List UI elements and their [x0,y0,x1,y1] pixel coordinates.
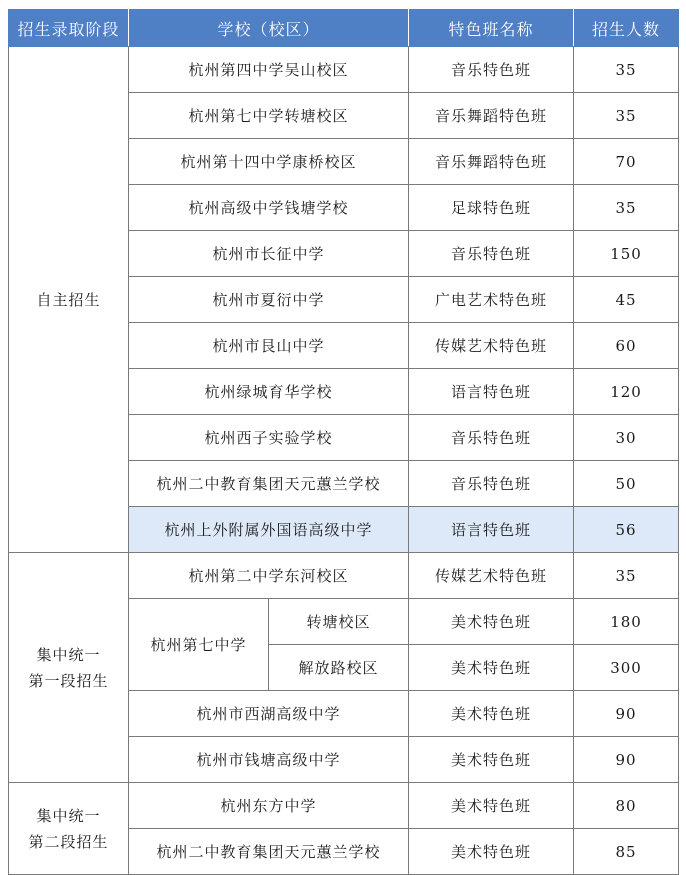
campus-cell: 转塘校区 [269,599,409,645]
school-cell: 杭州西子实验学校 [129,415,409,461]
school-cell: 杭州市钱塘高级中学 [129,737,409,783]
class-cell: 美术特色班 [409,599,574,645]
class-cell: 美术特色班 [409,829,574,875]
table-header-row [9,10,679,47]
count-cell: 35 [574,553,679,599]
stage-cell: 自主招生 [9,47,129,553]
count-cell: 80 [574,783,679,829]
class-cell: 音乐舞蹈特色班 [409,93,574,139]
count-cell: 45 [574,277,679,323]
school-cell: 杭州市长征中学 [129,231,409,277]
class-cell: 音乐特色班 [409,231,574,277]
class-cell: 美术特色班 [409,645,574,691]
table-row [9,47,679,93]
class-cell: 足球特色班 [409,185,574,231]
class-cell: 传媒艺术特色班 [409,323,574,369]
class-cell: 音乐舞蹈特色班 [409,139,574,185]
count-cell: 60 [574,323,679,369]
school-cell: 杭州第二中学东河校区 [129,553,409,599]
admission-table [8,9,679,875]
class-cell: 语言特色班 [409,507,574,553]
class-cell: 语言特色班 [409,369,574,415]
count-cell: 90 [574,737,679,783]
count-cell: 50 [574,461,679,507]
count-cell: 35 [574,93,679,139]
school-cell: 杭州东方中学 [129,783,409,829]
header-school: 学校（校区） [129,10,409,47]
school-cell: 杭州市夏衍中学 [129,277,409,323]
school-cell: 杭州二中教育集团天元蕙兰学校 [129,461,409,507]
class-cell: 传媒艺术特色班 [409,553,574,599]
class-cell: 美术特色班 [409,691,574,737]
class-cell: 音乐特色班 [409,461,574,507]
header-class-name: 特色班名称 [409,10,574,47]
school-cell: 杭州市艮山中学 [129,323,409,369]
class-cell: 音乐特色班 [409,47,574,93]
school-cell: 杭州第四中学吴山校区 [129,47,409,93]
stage-cell: 集中统一 第一段招生 [9,553,129,783]
school-cell: 杭州绿城育华学校 [129,369,409,415]
header-enrollment: 招生人数 [574,10,679,47]
count-cell: 120 [574,369,679,415]
school-cell: 杭州高级中学钱塘学校 [129,185,409,231]
table-row [9,783,679,829]
stage-cell: 集中统一 第二段招生 [9,783,129,875]
campus-cell: 解放路校区 [269,645,409,691]
count-cell: 35 [574,47,679,93]
school-cell: 杭州市西湖高级中学 [129,691,409,737]
count-cell: 85 [574,829,679,875]
class-cell: 美术特色班 [409,737,574,783]
count-cell: 180 [574,599,679,645]
header-stage: 招生录取阶段 [9,10,129,47]
school-cell: 杭州二中教育集团天元蕙兰学校 [129,829,409,875]
admission-table-container [8,9,678,875]
table-row [9,553,679,599]
count-cell: 30 [574,415,679,461]
count-cell: 35 [574,185,679,231]
class-cell: 广电艺术特色班 [409,277,574,323]
count-cell: 70 [574,139,679,185]
school-cell: 杭州上外附属外国语高级中学 [129,507,409,553]
count-cell: 300 [574,645,679,691]
school-cell: 杭州第七中学转塘校区 [129,93,409,139]
count-cell: 150 [574,231,679,277]
class-cell: 美术特色班 [409,783,574,829]
class-cell: 音乐特色班 [409,415,574,461]
count-cell: 56 [574,507,679,553]
count-cell: 90 [574,691,679,737]
school-cell: 杭州第十四中学康桥校区 [129,139,409,185]
school-cell: 杭州第七中学 [129,599,269,691]
